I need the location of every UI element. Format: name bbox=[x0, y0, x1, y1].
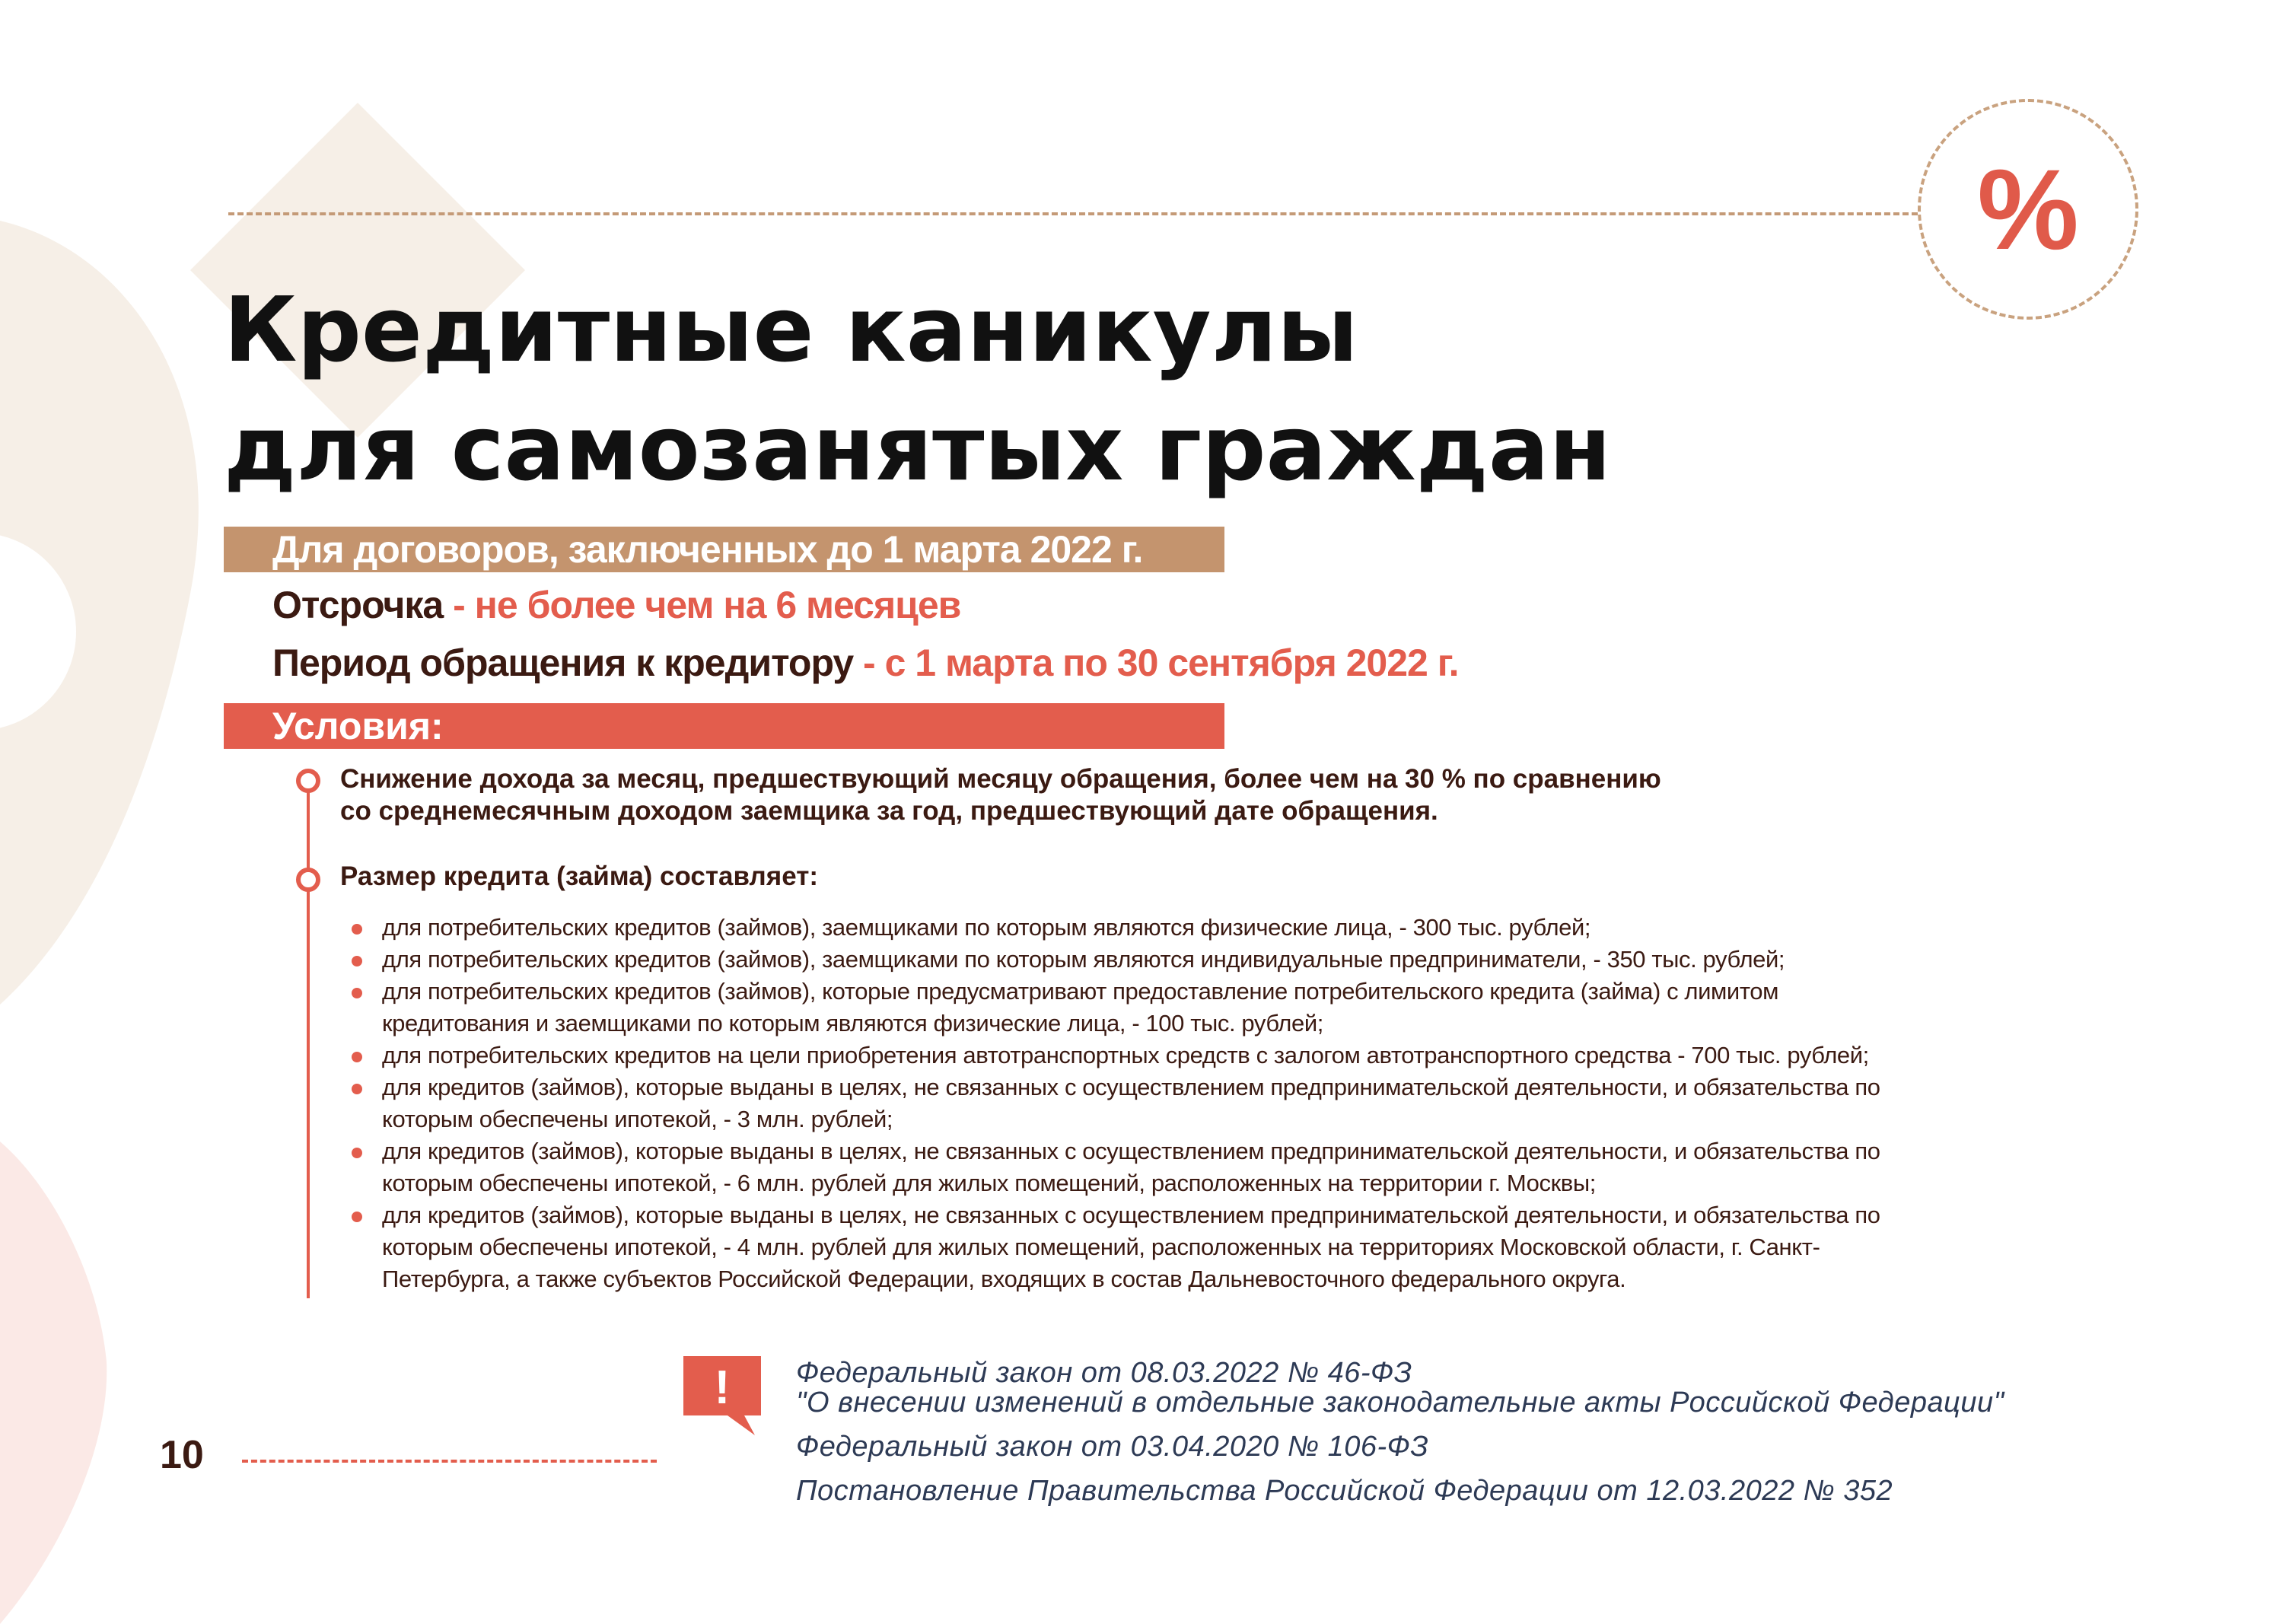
bullet-dot-icon bbox=[352, 1084, 362, 1094]
deferral-label: Отсрочка bbox=[272, 584, 444, 626]
top-dashed-rule bbox=[228, 212, 1918, 215]
list-item: для кредитов (займов), которые выданы в целях, не связанных с осуществлением предпринимательской деятельности, и обязательства по которым обеспечены ипотекой, - 4 млн. рублей для жилых помещений, расположенных на территориях Московской области, г. Санкт- Петербурга, а также субъектов Российской Федерации, входящих в состав Дальневосточного федерального округа. bbox=[352, 1199, 2071, 1295]
law-reference-1-title: "О внесении изменений в отдельные законодательные акты Российской Федерации" bbox=[796, 1387, 2004, 1419]
period-line bbox=[272, 641, 1458, 685]
bullet-dot-icon bbox=[352, 1148, 362, 1158]
list-item: для потребительских кредитов (займов), заемщиками по которым являются физические лица, - 300 тыс. рублей; bbox=[352, 912, 2071, 944]
condition-income-drop-line-1: Снижение дохода за месяц, предшествующий месяцу обращения, более чем на 30 % по сравнению bbox=[340, 764, 1661, 794]
bullet-dot-icon bbox=[352, 924, 362, 935]
page-title-line-1: Кредитные каникулы bbox=[224, 277, 1358, 382]
period-label: Период обращения к кредитору bbox=[272, 642, 854, 684]
deferral-value: - не более чем на 6 месяцев bbox=[443, 584, 961, 626]
bullet-dot-icon bbox=[352, 988, 362, 998]
list-item: для кредитов (займов), которые выданы в целях, не связанных с осуществлением предпринимательской деятельности, и обязательства по которым обеспечены ипотекой, - 6 млн. рублей для жилых помещений, расположенных на территории г. Москвы; bbox=[352, 1135, 2071, 1199]
pink-corner-shape bbox=[0, 1142, 107, 1624]
bullet-dot-icon bbox=[352, 1212, 362, 1222]
page-number: 10 bbox=[160, 1433, 204, 1477]
condition-loan-size-heading: Размер кредита (займа) составляет: bbox=[340, 861, 819, 891]
loan-size-list bbox=[352, 912, 2071, 1295]
conditions-band: Условия: bbox=[224, 703, 1224, 749]
period-value: - с 1 марта по 30 сентября 2022 г. bbox=[853, 642, 1459, 684]
page-title-line-2: для самозанятых граждан bbox=[224, 396, 1612, 501]
percent-badge bbox=[1918, 99, 2138, 320]
law-reference-3: Постановление Правительства Российской Федерации от 12.03.2022 № 352 bbox=[796, 1475, 1893, 1507]
list-item: для потребительских кредитов на цели приобретения автотранспортных средств с залогом автотранспортного средства - 700 тыс. рублей; bbox=[352, 1040, 2071, 1072]
condition-income-drop bbox=[340, 763, 1862, 827]
timeline-node-icon bbox=[296, 868, 320, 892]
exclamation-speech-bubble-icon bbox=[683, 1356, 761, 1435]
page-title bbox=[224, 270, 1670, 508]
bottom-dashed-rule bbox=[242, 1460, 657, 1463]
percent-icon: % bbox=[1977, 145, 2079, 273]
list-item: для потребительских кредитов (займов), которые предусматривают предоставление потребительского кредита (займа) с лимитом кредитования и заемщиками по которым являются физические лица, - 100 тыс. рублей; bbox=[352, 976, 2071, 1040]
condition-income-drop-line-2: со среднемесячным доходом заемщика за год, предшествующий дате обращения. bbox=[340, 796, 1438, 826]
list-item: для кредитов (займов), которые выданы в целях, не связанных с осуществлением предпринимательской деятельности, и обязательства по которым обеспечены ипотекой, - 3 млн. рублей; bbox=[352, 1072, 2071, 1135]
law-reference-1: Федеральный закон от 08.03.2022 № 46-ФЗ bbox=[796, 1357, 1412, 1389]
bullet-dot-icon bbox=[352, 1052, 362, 1062]
deferral-line bbox=[272, 583, 960, 627]
bullet-dot-icon bbox=[352, 956, 362, 966]
list-item: для потребительских кредитов (займов), заемщиками по которым являются индивидуальные предприниматели, - 350 тыс. рублей; bbox=[352, 944, 2071, 976]
law-reference-2: Федеральный закон от 03.04.2020 № 106-ФЗ bbox=[796, 1431, 1429, 1463]
timeline-node-icon bbox=[296, 769, 320, 793]
alert-glyph: ! bbox=[714, 1361, 731, 1414]
contract-date-band: Для договоров, заключенных до 1 марта 2022 г. bbox=[224, 527, 1224, 572]
timeline-line bbox=[307, 784, 310, 1298]
